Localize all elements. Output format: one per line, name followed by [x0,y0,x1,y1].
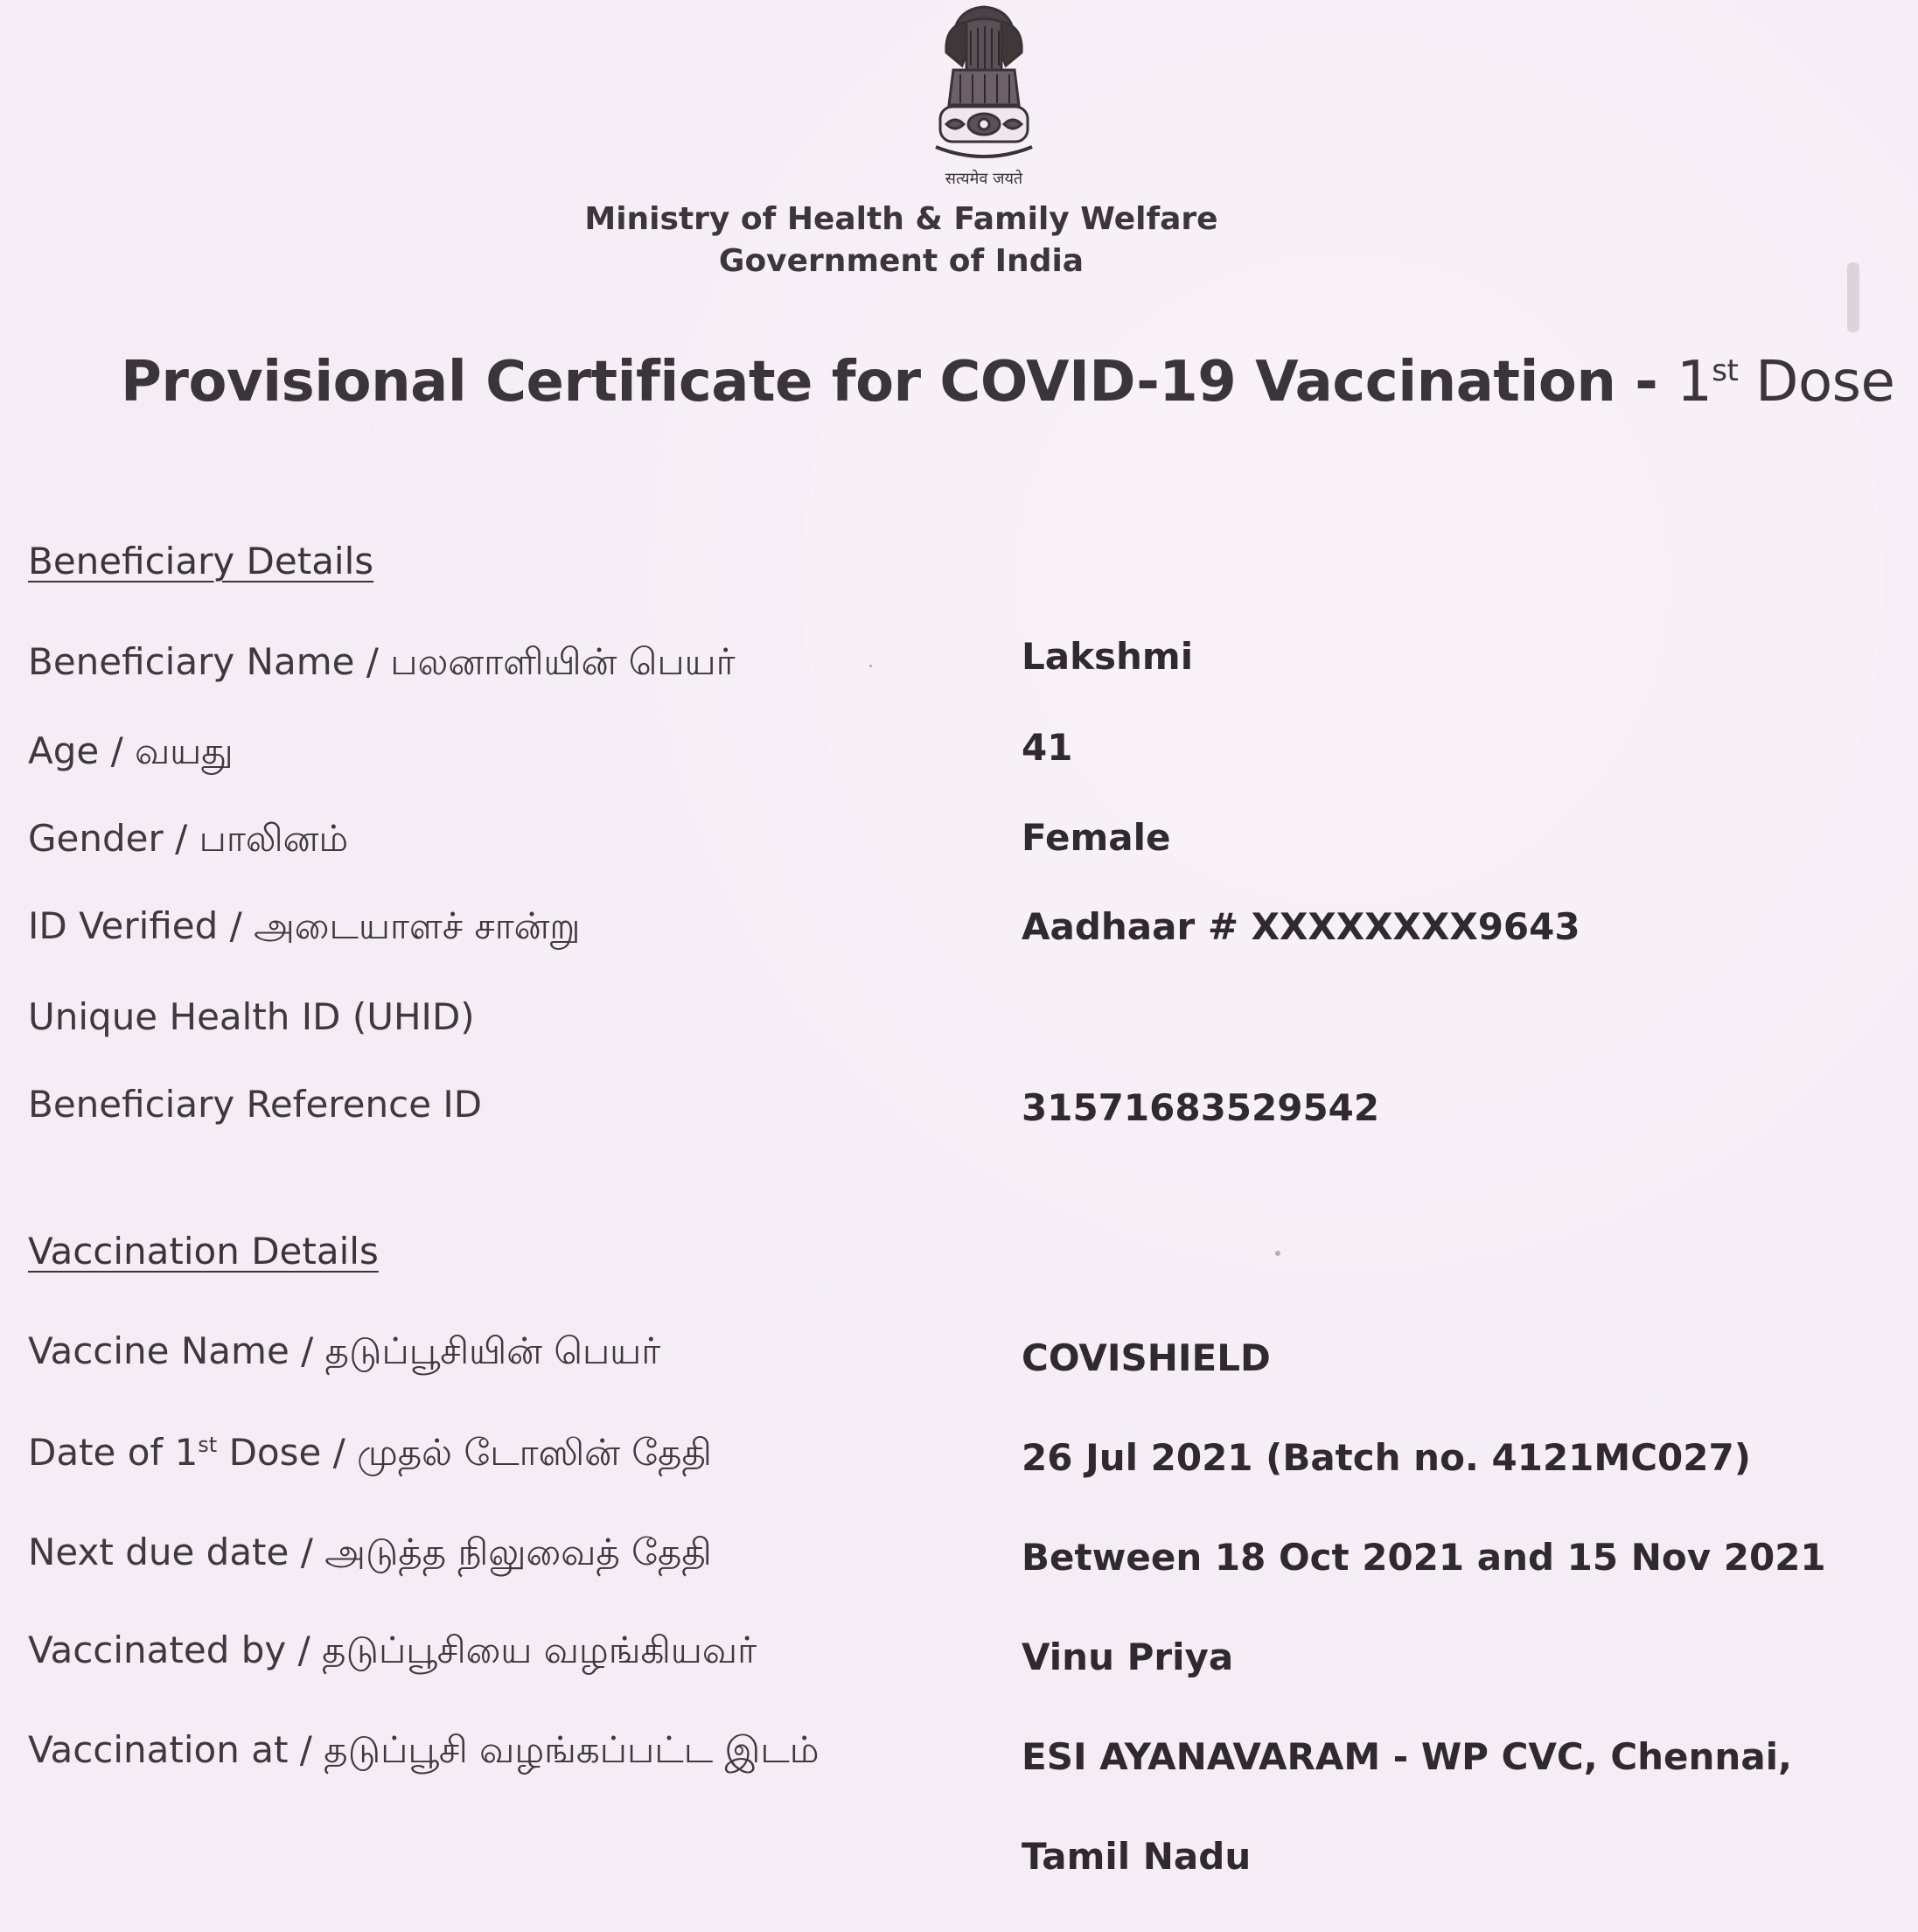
id-verified-label: ID Verified / அடையாளச் சான்று [28,904,581,947]
vaccinated-by-label: Vaccinated by / தடுப்பூசியை வழங்கியவர் [28,1629,757,1671]
age-label: Age / வயது [28,729,234,772]
title-main: Provisional Certificate for COVID-19 Vaccination - [121,350,1677,415]
first-dose-date-value: 26 Jul 2021 (Batch no. 4121MC027) [1022,1436,1751,1479]
first-dose-label-sup: st [198,1433,218,1457]
title-dose-suffix: st [1712,353,1739,388]
beneficiary-name-label: Beneficiary Name / பலனாளியின் பெயர் [28,640,736,683]
gender-value: Female [1022,816,1171,859]
vaccination-at-value-line2: Tamil Nadu [1022,1835,1252,1878]
beneficiary-reference-label: Beneficiary Reference ID [28,1083,483,1126]
vaccination-at-label: Vaccination at / தடுப்பூசி வழங்கப்பட்ட இடம் [28,1728,820,1771]
id-verified-value: Aadhaar # XXXXXXXX9643 [1022,905,1580,948]
beneficiary-name-value: Lakshmi [1022,635,1194,678]
certificate-title [121,350,1894,415]
first-dose-date-label [28,1431,712,1479]
government-name: Government of India [718,243,1085,279]
age-value: 41 [1022,726,1073,769]
scan-speck [869,665,872,667]
first-dose-label-pre: Date of 1 [28,1431,199,1474]
emblem-motto: सत्यमेव जयते [945,170,1023,188]
ministry-name: Ministry of Health & Family Welfare [584,201,1218,237]
vaccinated-by-value: Vinu Priya [1022,1636,1234,1678]
vaccine-name-label: Vaccine Name / தடுப்பூசியின் பெயர் [28,1329,661,1372]
scan-speck [1847,262,1859,332]
beneficiary-reference-value: 31571683529542 [1022,1086,1380,1129]
vaccine-name-value: COVISHIELD [1022,1336,1271,1379]
next-due-date-value: Between 18 Oct 2021 and 15 Nov 2021 [1022,1536,1826,1579]
vaccination-at-value: ESI AYANAVARAM - WP CVC, Chennai, [1022,1735,1793,1778]
scan-speck [1275,1251,1280,1256]
next-due-date-label: Next due date / அடுத்த நிலுவைத் தேதி [28,1531,712,1573]
vaccination-details-heading: Vaccination Details [28,1230,379,1273]
title-dose-word: Dose [1738,350,1895,415]
gender-label: Gender / பாலினம் [28,817,349,860]
national-emblem-icon [918,0,1050,166]
beneficiary-details-heading: Beneficiary Details [28,540,374,582]
title-dose-number: 1 [1677,350,1712,415]
uhid-label: Unique Health ID (UHID) [28,995,475,1038]
first-dose-label-post: Dose / முதல் டோஸின் தேதி [217,1431,712,1474]
